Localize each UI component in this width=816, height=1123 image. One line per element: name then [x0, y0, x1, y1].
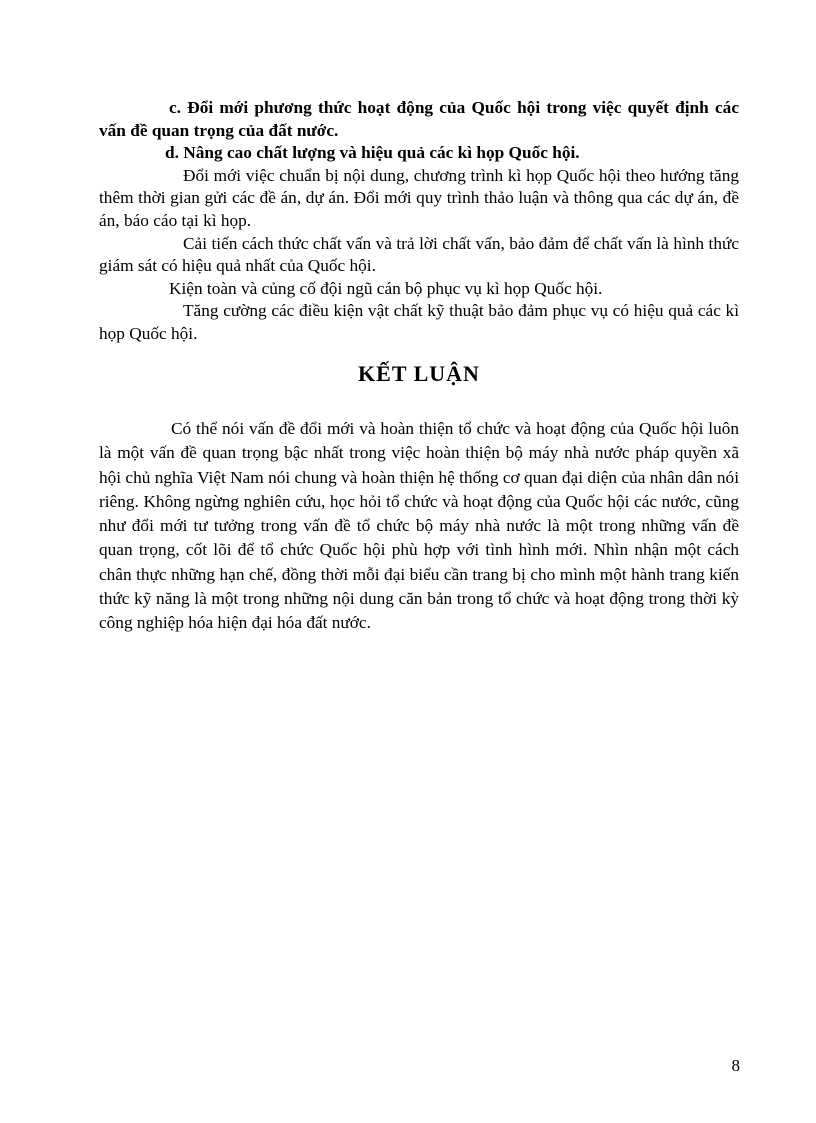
- item-d-heading: d. Nâng cao chất lượng và hiệu quả các kì họp Quốc hội.: [165, 143, 580, 163]
- conclusion-heading: KẾT LUẬN: [358, 361, 480, 386]
- paragraph: Đổi mới việc chuẩn bị nội dung, chương trình kì họp Quốc hội theo hướng tăng thêm thời gian gửi các đề án, dự án. Đổi mới quy trình thảo luận và thông qua các dự án, đề án, báo cáo tại kì họp.: [99, 165, 739, 230]
- section-body: [99, 97, 739, 346]
- conclusion-paragraph: Có thể nói vấn đề đổi mới và hoàn thiện tổ chức và hoạt động của Quốc hội luôn là một vấn đề quan trọng bậc nhất trong việc hoàn thiện bộ máy nhà nước pháp quyền xã hội chủ nghĩa Việt Nam nói chung và hoàn thiện hệ thống cơ quan đại diện của nhân dân nói riêng. Không ngừng nghiên cứu, học hỏi tổ chức và hoạt động của Quốc hội các nước, cũng như đổi mới tư tưởng trong vấn đề tổ chức bộ máy nhà nước là một trong những vấn đề quan trọng, cốt lõi để tổ chức Quốc hội phù hợp với tình hình mới. Nhìn nhận một cách chân thực những hạn chế, đồng thời mỗi đại biểu cần trang bị cho mình một hành trang kiến thức kỹ năng là một trong những nội dung căn bản trong tổ chức và hoạt động trong thời kỳ công nghiệp hóa hiện đại hóa đất nước.: [99, 419, 739, 633]
- paragraph: Tăng cường các điều kiện vật chất kỹ thuật bảo đảm phục vụ có hiệu quả các kì họp Quốc hội.: [99, 301, 739, 343]
- page-number: 8: [731, 1056, 740, 1075]
- paragraph: Kiện toàn và củng cố đội ngũ cán bộ phục vụ kì họp Quốc hội.: [169, 278, 603, 298]
- item-c-heading: c. Đổi mới phương thức hoạt động của Quốc hội trong việc quyết định các vấn đề quan trọng của đất nước.: [99, 98, 739, 140]
- paragraph: Cải tiến cách thức chất vấn và trả lời chất vấn, bảo đảm để chất vấn là hình thức giám sát có hiệu quả nhất của Quốc hội.: [99, 233, 739, 276]
